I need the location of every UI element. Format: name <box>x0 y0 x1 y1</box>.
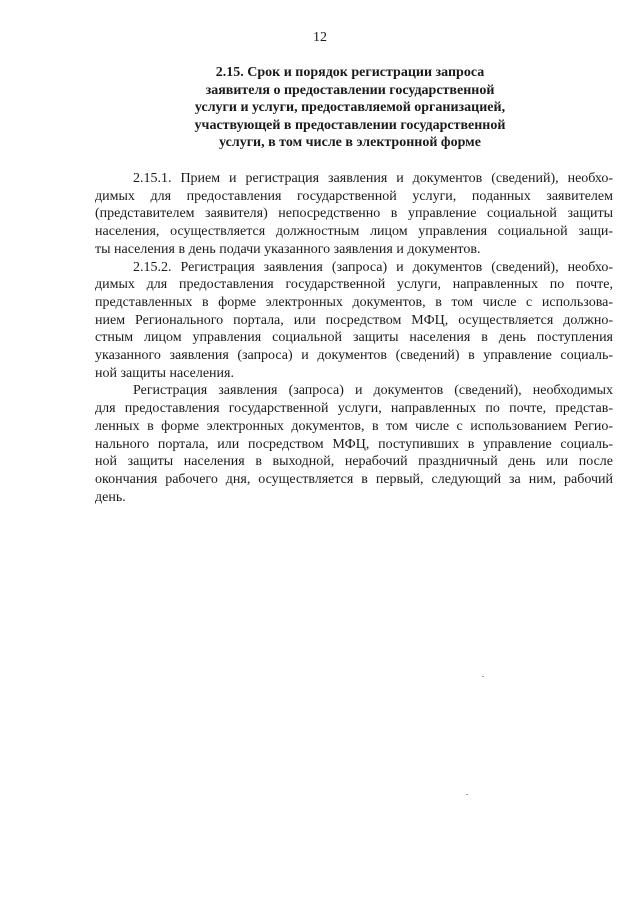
paragraph-registration-after-hours <box>95 382 613 506</box>
text-line: димых для предоставления государственной услуги, поданных заявителем <box>95 188 613 204</box>
section-heading <box>160 64 540 152</box>
text-line: ной защиты населения. <box>95 365 234 381</box>
body-text <box>95 170 613 506</box>
text-line: димых для предоставления государственной услуги, направленных по почте, <box>95 277 613 293</box>
heading-line: участвующей в предоставлении государственной <box>194 117 506 133</box>
heading-line: заявителя о предоставлении государственной <box>205 82 495 98</box>
text-line: нального портала, или посредством МФЦ, поступивших в управление социаль- <box>95 436 613 452</box>
text-line: (представителем заявителя) непосредственно в управление социальной защиты <box>95 206 613 222</box>
text-line: населения, осуществляется должностным лицом управления социальной защи- <box>95 224 613 240</box>
text-line: 2.15.1. Прием и регистрация заявления и документов (сведений), необхо- <box>133 171 613 186</box>
text-line: ной защиты населения в выходной, нерабочий праздничный день или после <box>95 454 613 470</box>
text-line: день. <box>95 489 126 505</box>
text-line: окончания рабочего дня, осуществляется в первый, следующий за ним, рабочий <box>95 471 613 487</box>
text-line: представленных в форме электронных документов, в том числе с использова- <box>95 294 613 310</box>
scan-speck <box>466 794 468 795</box>
page-number: 12 <box>313 30 327 45</box>
text-line: 2.15.2. Регистрация заявления (запроса) и документов (сведений), необхо- <box>133 259 613 275</box>
heading-line: услуги, в том числе в электронной форме <box>219 135 481 150</box>
text-line: ты населения в день подачи указанного заявления и документов. <box>95 241 481 257</box>
text-line: для предоставления государственной услуги, направленных по почте, представ- <box>95 401 613 417</box>
paragraph-2-15-2 <box>95 259 613 383</box>
heading-line: услуги и услуги, предоставляемой организацией, <box>194 100 506 115</box>
text-line: Регистрация заявления (запроса) и документов (сведений), необходимых <box>133 383 613 399</box>
text-line: нием Регионального портала, или посредством МФЦ, осуществляется должно- <box>95 312 613 328</box>
paragraph-2-15-1 <box>95 170 613 259</box>
text-line: стным лицом управления социальной защиты населения в день поступления <box>95 330 613 346</box>
heading-line: 2.15. Срок и порядок регистрации запроса <box>215 65 485 80</box>
text-line: указанного заявления (запроса) и документов (сведений) в управление социаль- <box>95 348 613 364</box>
scan-speck <box>482 676 484 677</box>
text-line: ленных в форме электронных документов, в том числе с использованием Регио- <box>95 418 613 434</box>
